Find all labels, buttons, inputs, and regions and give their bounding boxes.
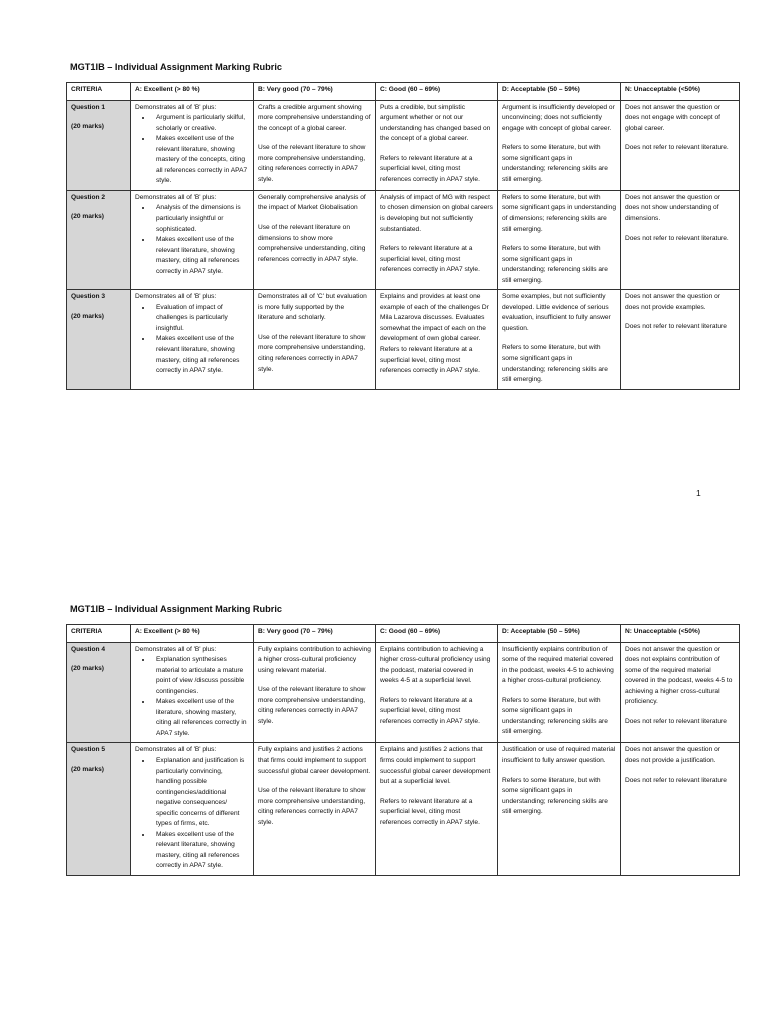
cell-paragraph: Use of the relevant literature to show more comprehensive understanding, citing references correctly in APA7 style.	[258, 686, 366, 725]
header-criteria: CRITERIA	[67, 83, 131, 101]
cell-paragraph: Explains contribution to achieving a higher cross-cultural proficiency using the podcast, material covered in weeks 4-5 at a superficial level.	[380, 645, 491, 685]
bullet-item: • Makes excellent use of the relevant literature, showing mastery, citing all references correctly in APA7 style.	[152, 830, 249, 872]
cell-paragraph: Fully explains contribution to achieving a higher cross-cultural proficiency using relevant material.	[258, 645, 371, 674]
bullet-list	[135, 756, 249, 872]
cell-paragraph: Refers to some literature, but with some significant gaps in understanding; referencing skills are still emerging.	[502, 776, 608, 816]
criteria-cell	[67, 642, 131, 743]
document-title: MGT1IB – Individual Assignment Marking Rubric	[70, 62, 283, 72]
cell-paragraph: Crafts a credible argument showing more comprehensive understanding of the concept of a global career.	[258, 103, 371, 132]
good-cell	[376, 743, 498, 876]
acceptable-cell	[498, 642, 621, 743]
document-title: MGT1IB – Individual Assignment Marking Rubric	[70, 604, 283, 614]
excellent-cell	[131, 743, 254, 876]
very-good-cell	[254, 190, 376, 289]
rubric-row	[67, 743, 740, 876]
excellent-cell	[131, 642, 254, 743]
cell-paragraph: Demonstrates all of 'C' but evaluation is more fully supported by the literature and scholarly.	[258, 293, 367, 322]
question-label: Question 4	[71, 645, 106, 653]
good-cell	[376, 100, 498, 190]
cell-paragraph: Refers to relevant literature at a superficial level, citing most references correctly in APA7 style.	[380, 346, 480, 375]
bullet-item: • Evaluation of impact of challenges is particularly insightful.	[152, 303, 249, 335]
page-number: 1	[696, 488, 701, 498]
cell-paragraph: Does not refer to relevant literature	[625, 323, 727, 331]
cell-paragraph: Does not refer to relevant literature.	[625, 144, 729, 152]
header-row	[67, 625, 740, 643]
good-cell	[376, 290, 498, 389]
header-excellent: A: Excellent (> 80 %)	[131, 625, 254, 643]
cell-paragraph: Refers to some literature, but with some significant gaps in understanding; referencing skills are still emerging.	[502, 696, 608, 736]
bullet-list	[135, 303, 249, 377]
header-unacceptable: N: Unacceptable (<50%)	[621, 83, 740, 101]
unacceptable-cell	[621, 642, 740, 743]
marks-label: (20 marks)	[71, 312, 104, 320]
cell-paragraph: Refers to relevant literature at a superficial level, citing most references correctly in APA7 style.	[380, 696, 480, 725]
acceptable-cell	[498, 190, 621, 289]
cell-paragraph: Demonstrates all of 'B' plus:	[135, 645, 217, 653]
unacceptable-cell	[621, 190, 740, 289]
cell-paragraph: Use of the relevant literature to show more comprehensive understanding, citing references correctly in APA7 style.	[258, 787, 366, 826]
cell-paragraph: Does not refer to relevant literature.	[625, 234, 729, 242]
bullet-item: • Makes excellent use of the literature, showing mastery, citing all references correctly in APA7 style.	[152, 697, 249, 739]
cell-paragraph: Refers to some literature, but with some significant gaps in understanding; referencing skills are still emerging.	[502, 245, 608, 284]
cell-paragraph: Does not answer the question or does not engage with concept of global career.	[625, 103, 720, 132]
header-very-good: B: Very good (70 – 79%)	[254, 83, 376, 101]
cell-paragraph: Refers to some literature, but with some significant gaps in understanding of dimensions; referencing skills are still emerging.	[502, 193, 616, 233]
cell-paragraph: Analysis of impact of MG with respect to chosen dimension on global careers is developing but not sufficiently substantiated.	[380, 193, 493, 233]
bullet-item: • Makes excellent use of the relevant literature, showing mastery, citing all references correctly in APA7 style.	[152, 235, 249, 277]
cell-paragraph: Does not answer the question or does not provide a justification.	[625, 746, 720, 765]
marks-label: (20 marks)	[71, 766, 104, 774]
cell-paragraph: Insufficiently explains contribution of some of the required material covered in the podcast, weeks 4-5 to achieving a higher cross-cultural proficiency.	[502, 645, 614, 685]
cell-paragraph: Demonstrates all of 'B' plus:	[135, 193, 217, 201]
very-good-cell	[254, 743, 376, 876]
marks-label: (20 marks)	[71, 123, 104, 131]
cell-paragraph: Generally comprehensive analysis of the impact of Market Globalisation	[258, 193, 366, 212]
header-excellent: A: Excellent (> 80 %)	[131, 83, 254, 101]
excellent-cell	[131, 290, 254, 389]
cell-paragraph: Explains and provides at least one example of each of the challenges Dr Mila Lazarova discusses. Evaluates somewhat the impact of each on the development of own global career.	[380, 293, 489, 343]
cell-paragraph: Does not answer the question or does not provide examples.	[625, 293, 720, 311]
unacceptable-cell	[621, 290, 740, 389]
cell-paragraph: Refers to relevant literature at a superficial level, citing most references correctly in APA7 style.	[380, 154, 480, 183]
excellent-cell	[131, 100, 254, 190]
cell-paragraph: Argument is insufficiently developed or unconvincing; does not sufficiently engage with concept of global career.	[502, 103, 615, 132]
cell-paragraph: Refers to some literature, but with some significant gaps in understanding; referencing skills are still emerging.	[502, 144, 608, 183]
bullet-item: • Argument is particularly skilful, scholarly or creative.	[152, 113, 249, 134]
cell-paragraph: Justification or use of required material insufficient to fully answer question.	[502, 746, 616, 765]
rubric-row	[67, 290, 740, 389]
excellent-cell	[131, 190, 254, 289]
bullet-item: • Makes excellent use of the relevant literature, showing mastery, citing all references correctly in APA7 style.	[152, 334, 249, 376]
acceptable-cell	[498, 100, 621, 190]
rubric-page-1	[66, 62, 739, 390]
cell-paragraph: Demonstrates all of 'B' plus:	[135, 746, 217, 754]
header-good: C: Good (60 – 69%)	[376, 625, 498, 643]
question-label: Question 1	[71, 103, 106, 111]
unacceptable-cell	[621, 743, 740, 876]
header-criteria: CRITERIA	[67, 625, 131, 643]
header-unacceptable: N: Unacceptable (<50%)	[621, 625, 740, 643]
cell-paragraph: Refers to relevant literature at a superficial level, citing most references correctly in APA7 style.	[380, 245, 480, 274]
cell-paragraph: Some examples, but not sufficiently developed. Little evidence of serious evaluation, insufficient to fully answer question.	[502, 293, 611, 332]
header-acceptable: D: Acceptable (50 – 59%)	[498, 625, 621, 643]
cell-paragraph: Use of the relevant literature on dimensions to show more comprehensive understanding, citing references correctly in APA7 style.	[258, 224, 366, 263]
cell-paragraph: Does not answer the question or does not explains contribution of some of the required material covered in the podcast, weeks 4-5 to achieving a higher cross-cultural proficiency.	[625, 645, 733, 706]
bullet-item: • Explanation and justification is particularly convincing, handling possible contingencies/additional negative consequences/ specific concerns of different types of firms, etc.	[152, 756, 249, 830]
question-label: Question 2	[71, 193, 106, 201]
rubric-row	[67, 100, 740, 190]
cell-paragraph: Puts a credible, but simplistic argument whether or not our understanding has changed based on the concept of a global career.	[380, 103, 491, 143]
rubric-row	[67, 642, 740, 743]
header-very-good: B: Very good (70 – 79%)	[254, 625, 376, 643]
criteria-cell	[67, 290, 131, 389]
rubric-page-2	[66, 604, 739, 876]
good-cell	[376, 190, 498, 289]
cell-paragraph: Does not answer the question or does not show understanding of dimensions.	[625, 193, 720, 223]
bullet-list	[135, 113, 249, 187]
bullet-list	[135, 203, 249, 277]
cell-paragraph: Use of the relevant literature to show more comprehensive understanding, citing references correctly in APA7 style.	[258, 333, 366, 373]
marks-label: (20 marks)	[71, 665, 104, 673]
cell-paragraph: Refers to relevant literature at a superficial level, citing most references correctly in APA7 style.	[380, 797, 480, 826]
cell-paragraph: Does not refer to relevant literature	[625, 776, 727, 784]
rubric-table	[66, 624, 740, 876]
bullet-item: • Makes excellent use of the relevant literature, showing mastery of the concepts, citing all references correctly in APA7 style.	[152, 134, 249, 187]
unacceptable-cell	[621, 100, 740, 190]
bullet-list	[135, 655, 249, 739]
very-good-cell	[254, 100, 376, 190]
acceptable-cell	[498, 743, 621, 876]
header-acceptable: D: Acceptable (50 – 59%)	[498, 83, 621, 101]
cell-paragraph: Refers to some literature, but with some significant gaps in understanding; referencing skills are still emerging.	[502, 344, 608, 384]
very-good-cell	[254, 290, 376, 389]
criteria-cell	[67, 743, 131, 876]
cell-paragraph: Demonstrates all of 'B' plus:	[135, 103, 217, 111]
criteria-cell	[67, 190, 131, 289]
bullet-item: • Analysis of the dimensions is particularly insightful or sophisticated.	[152, 203, 249, 235]
question-label: Question 5	[71, 746, 106, 754]
cell-paragraph: Explains and justifies 2 actions that firms could implement to support successful global career development but at a superficial level.	[380, 746, 491, 786]
cell-paragraph: Fully explains and justifies 2 actions that firms could implement to support successful global career development.	[258, 746, 371, 775]
marks-label: (20 marks)	[71, 213, 104, 221]
rubric-row	[67, 190, 740, 289]
acceptable-cell	[498, 290, 621, 389]
rubric-table	[66, 82, 740, 390]
cell-paragraph: Use of the relevant literature to show more comprehensive understanding, citing references correctly in APA7 style.	[258, 144, 366, 183]
header-good: C: Good (60 – 69%)	[376, 83, 498, 101]
cell-paragraph: Demonstrates all of 'B' plus:	[135, 293, 217, 301]
header-row	[67, 83, 740, 101]
very-good-cell	[254, 642, 376, 743]
cell-paragraph: Does not refer to relevant literature	[625, 717, 727, 725]
question-label: Question 3	[71, 293, 106, 301]
good-cell	[376, 642, 498, 743]
bullet-item: • Explanation synthesises material to articulate a mature point of view /discuss possible contingencies.	[152, 655, 249, 697]
criteria-cell	[67, 100, 131, 190]
